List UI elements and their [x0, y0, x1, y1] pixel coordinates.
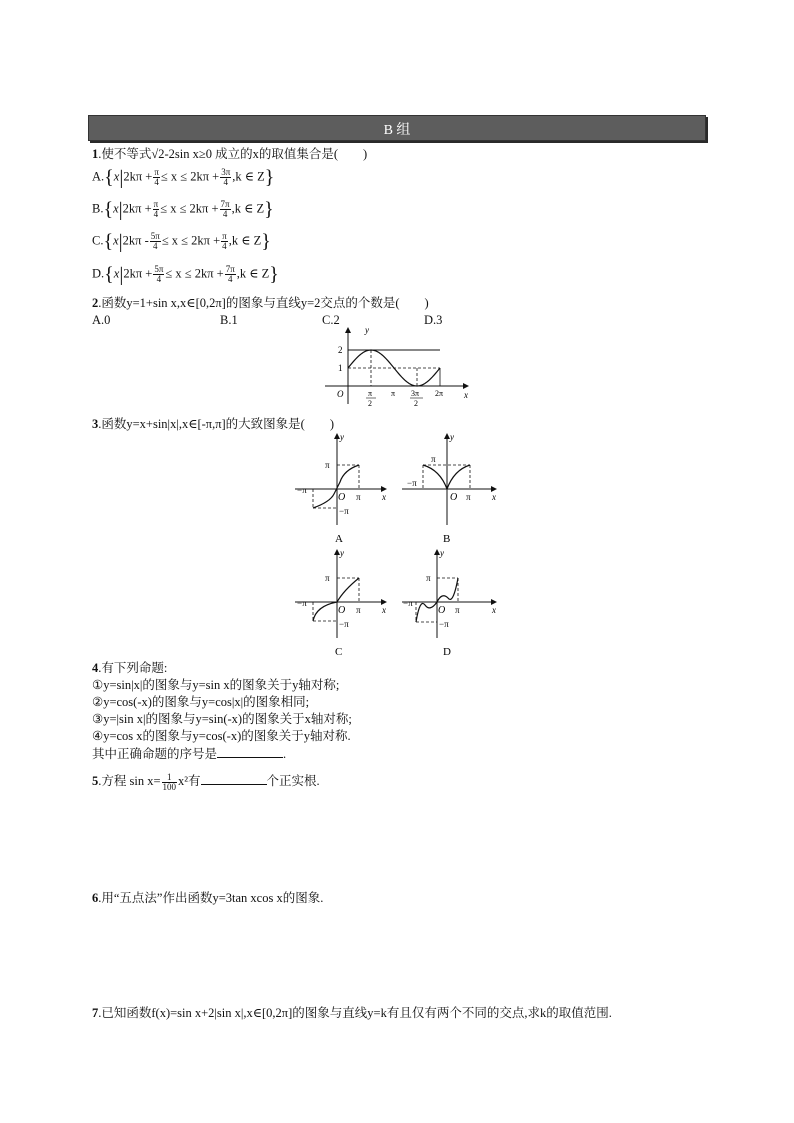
- q3-d-pi-y: π: [426, 573, 431, 583]
- q1-stem: 1.使不等式√2-2sin x≥0 成立的x的取值集合是( ): [92, 147, 368, 161]
- q4-item-3: ③y=|sin x|的图象与y=sin(-x)的图象关于x轴对称;: [92, 712, 352, 726]
- q1-option-c: C.{x|2kπ - $\frac{5\pi}{4}$ ≤ x ≤ 2kπ + $\frac{\pi}{4}$ ,k ∈ Z}: [92, 230, 271, 253]
- q3-b-x: x: [492, 492, 496, 502]
- q3-a-pi-x: π: [356, 492, 361, 502]
- q3-caption-b: B: [443, 533, 451, 545]
- q1-option-a: A.{x|2kπ + $\frac{\pi}{4}$ ≤ x ≤ 2kπ + $\frac{3\pi}{4}$ ,k ∈ Z}: [92, 166, 275, 189]
- q3-a-o: O: [338, 492, 346, 503]
- q3-a-negpi-x: −π: [297, 485, 307, 495]
- q3-a-pi-y: π: [325, 460, 330, 470]
- q2-option-b: B.1: [220, 313, 238, 327]
- q4-item-1: ①y=sin|x|的图象与y=sin x的图象关于y轴对称;: [92, 678, 340, 692]
- q2-label-1: 1: [338, 363, 343, 373]
- section-title: B 组: [383, 123, 411, 138]
- q4-item-4: ④y=cos x的图象与y=cos(-x)的图象关于y轴对称.: [92, 729, 351, 743]
- q7-stem: 7.已知函数f(x)=sin x+2|sin x|,x∈[0,2π]的图象与直线y=k有且仅有两个不同的交点,求k的取值范围.: [92, 1006, 612, 1020]
- q4-item-2: ②y=cos(-x)的图象与y=cos|x|的图象相同;: [92, 695, 310, 709]
- q3-d-y: y: [440, 548, 444, 558]
- q3-c-x: x: [382, 605, 386, 615]
- q3-a-negpi-y: −π: [339, 506, 349, 516]
- q2-stem: 2.函数y=1+sin x,x∈[0,2π]的图象与直线y=2交点的个数是( ): [92, 296, 429, 310]
- q2-label-y: y: [365, 325, 369, 335]
- q2-label-2pi: 2π: [435, 389, 444, 398]
- q3-d-negpi-y: −π: [439, 619, 449, 629]
- q3-b-pi-x: π: [466, 492, 471, 502]
- q1-option-b: B.{x|2kπ + $\frac{\pi}{4}$ ≤ x ≤ 2kπ + $\frac{7\pi}{4}$ ,k ∈ Z}: [92, 198, 274, 221]
- q3-c-o: O: [338, 605, 346, 616]
- q3-c-negpi-x: −π: [297, 598, 307, 608]
- q2-label-3pihalf-n: 3π: [411, 389, 420, 398]
- q3-a-y: y: [340, 432, 344, 442]
- q3-d-negpi-x: −π: [403, 598, 413, 608]
- q3-c-negpi-y: −π: [339, 619, 349, 629]
- q2-option-c: C.2: [322, 313, 340, 327]
- q2-option-a: A.0: [92, 313, 111, 327]
- q3-caption-c: C: [335, 646, 343, 658]
- q3-d-x: x: [492, 605, 496, 615]
- q4-tail: 其中正确命题的序号是 .: [92, 747, 287, 761]
- q2-graph: [320, 324, 475, 408]
- q3-d-o: O: [438, 605, 446, 616]
- q3-c-pi-y: π: [325, 573, 330, 583]
- q2-label-o: O: [337, 389, 344, 399]
- q3-c-y: y: [340, 548, 344, 558]
- q3-b-o: O: [450, 492, 458, 503]
- q2-curve: [348, 350, 440, 386]
- q2-option-d: D.3: [424, 313, 443, 327]
- q3-caption-d: D: [443, 646, 451, 658]
- q2-label-pihalf-n: π: [368, 389, 373, 398]
- q4-stem: 4.有下列命题:: [92, 661, 168, 675]
- q3-d-pi-x: π: [455, 605, 460, 615]
- q2-label-3pihalf-d: 2: [414, 399, 418, 408]
- q2-label-pihalf-d: 2: [368, 399, 372, 408]
- q3-graph-d: [402, 550, 496, 638]
- q6-stem: 6.用“五点法”作出函数y=3tan xcos x的图象.: [92, 891, 324, 905]
- q3-c-pi-x: π: [356, 605, 361, 615]
- q3-stem: 3.函数y=x+sin|x|,x∈[-π,π]的大致图象是( ): [92, 417, 335, 431]
- q3-b-negpi-x: −π: [407, 478, 417, 488]
- q2-label-pi: π: [391, 389, 396, 398]
- q2-label-2: 2: [338, 345, 343, 355]
- q3-caption-a: A: [335, 533, 343, 545]
- q5-stem: 5.方程 sin x= $\frac{1}{100}$ x²有 个正实根.: [92, 771, 320, 792]
- section-banner: [88, 115, 706, 141]
- q1-option-d: D.{x|2kπ + $\frac{5\pi}{4}$ ≤ x ≤ 2kπ + $\frac{7\pi}{4}$ ,k ∈ Z}: [92, 263, 279, 286]
- q3-b-pi-y: π: [431, 454, 436, 464]
- q2-label-x: x: [464, 390, 468, 400]
- q3-graphs: [290, 430, 505, 660]
- q3-a-x: x: [382, 492, 386, 502]
- q3-b-y: y: [450, 432, 454, 442]
